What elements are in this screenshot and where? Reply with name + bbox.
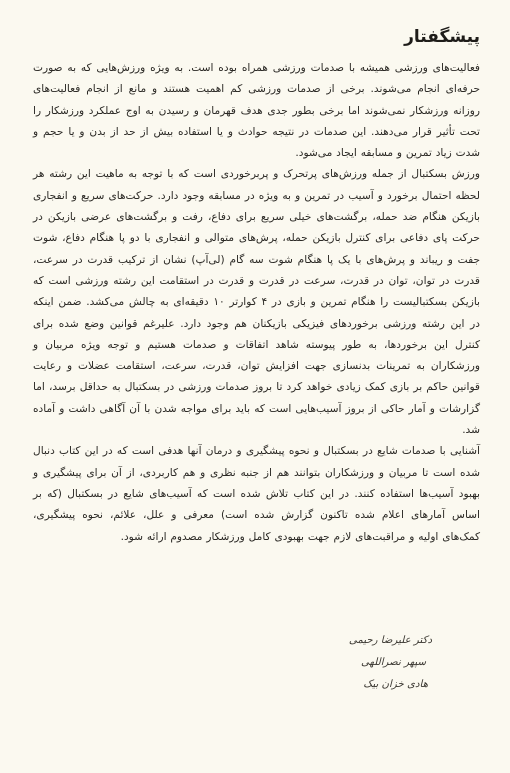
author-name: هادی خزان بیک [363,679,428,690]
author-name: سپهر نصراللهی [361,657,426,668]
body-paragraph: آشنایی با صدمات شایع در بسکتبال و نحوه پیشگیری و درمان آنها هدفی است که در این کتاب دنبال شده است تا مربیان و ورزشکاران بتوانند هم از جنبه نظری و هم کاربردی، از آن برای پیشگیری و بهبود آسیب‌ها استفاده کنند. در این کتاب تلاش شده است که آسیب‌های شایع در بسکتبال (که بر اساس آمارهای اعلام شده تاکنون گزارش شده است) معرفی و علل، علائم، نحوه پیشگیری، کمک‌های اولیه و مراقبت‌های لازم جهت بهبودی کامل ورزشکار مصدوم ارائه شود. [33,445,480,543]
body-paragraph: ورزش بسکتبال از جمله ورزش‌های پرتحرک و پربرخوردی است که با توجه به ماهیت این رشته هر لحظه احتمال برخورد و آسیب در تمرین و به ویژه در مسابقه وجود دارد. حرکت‌های سریع و انفجاری بازیکن هنگام ضد حمله، برگشت‌های خیلی سریع برای دفاع، رفت و برگشت‌های عرضی بازیکن در حرکت پای دفاعی برای کنترل بازیکن حمله، پرش‌های متوالی و انفجاری با دو پا هنگام دفاع، شوت جفت و ریباند و پرش‌های با یک پا هنگام شوت سه گام (لی‌آپ) نشان از ترکیب قدرت در سرعت، قدرت در توان، توان در قدرت، سرعت در قدرت و قدرت در استقامت این رشته ورزشی است که بازیکن بسکتبالیست را هنگام تمرین و بازی در ۴ کوارتر ۱۰ دقیقه‌ای به چالش می‌کشد. ضمن اینکه در این رشته ورزشی برخوردهای فیزیکی بازیکنان هم وجود دارد. علیرغم قوانین وضع شده برای کنترل این برخوردها، به طور پیوسته شاهد اتفاقات و صدمات هستیم و توجه ویژه مربیان و ورزشکاران به تمرینات بدنسازی جهت افزایش توان، قدرت، سرعت، استقامت عضلات و رعایت قوانین حاکم بر بازی کمک زیادی خواهد کرد تا بروز صدمات ورزشی در بسکتبال به حداقل برسد، اما گزارشات و آمار حاکی از بروز آسیب‌هایی است که باید برای مواجه شدن با آن آگاهی داشت و آماده شد. [33,168,480,437]
page-title: پیشگفتار [404,27,480,47]
author-name: دکتر علیرضا رحیمی [348,635,432,646]
body-paragraph: فعالیت‌های ورزشی همیشه با صدمات ورزشی همراه بوده است. به ویژه ورزش‌هایی که به صورت حرفه‌ای انجام می‌شوند. برخی از صدمات ورزشی کم اهمیت هستند و مانع از انجام فعالیت‌های روزانه ورزشکار نمی‌شوند اما برخی بطور جدی هدف قهرمان و رسیدن به اوج عملکرد ورزشکار را تحت تأثیر قرار می‌دهند. این صدمات در نتیجه حوادث و یا استفاده بیش از حد از بدن و یا حجم و شدت زیاد تمرین و مسابقه ایجاد می‌شود. [33,62,480,160]
author-signatures [0,630,510,696]
